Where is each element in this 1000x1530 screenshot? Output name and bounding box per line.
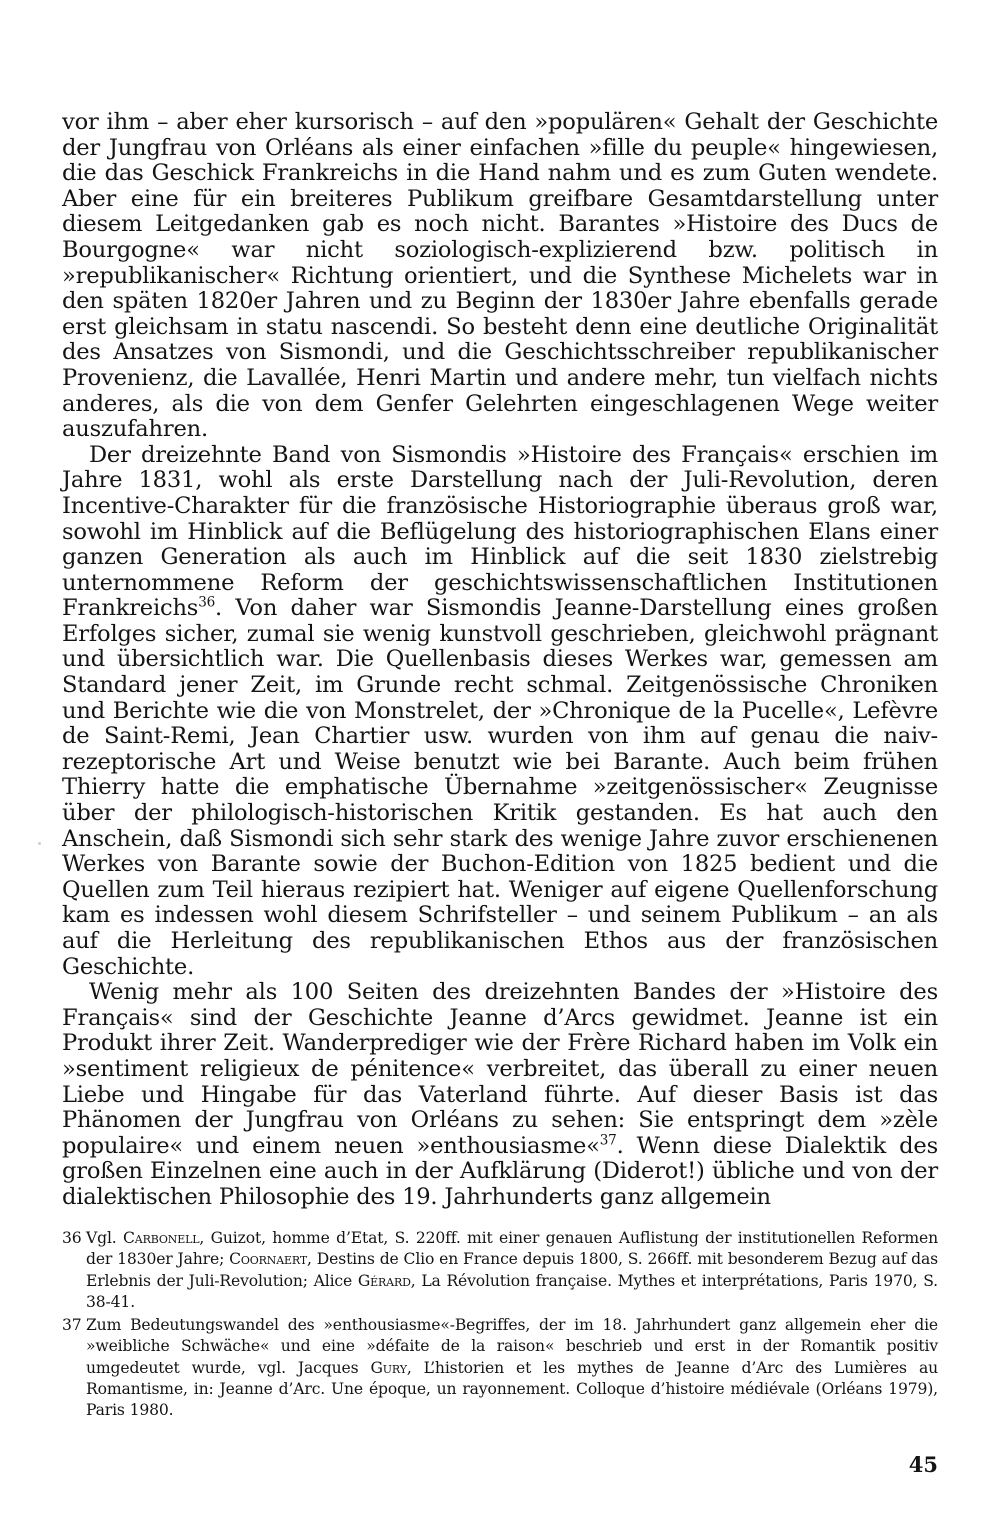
footnote-text: , La Révolution française. Mythes et interprétations, Paris 1970, S. 38-41.: [86, 1271, 938, 1311]
footnote-37: [62, 1315, 938, 1421]
footnote-ref-36[interactable]: 36: [198, 594, 216, 611]
paragraph-3: [62, 980, 938, 1210]
footnote-text: , Guizot, homme d’Etat, S. 220ff. mit einer genauen Auflistung der institutionellen Reformen der 1830er Jahre;: [86, 1229, 938, 1269]
footnote-text: Zum Bedeutungswandel des »enthousiasme«-Begriffes, der im 18. Jahrhundert ganz allgemein eher die »weibliche Schwäche« und eine »défaite de la raison« beschrieb und erst in der Romantik positiv umgedeutet wurde, vgl. Jacques: [86, 1316, 938, 1377]
footnote-number: 37: [62, 1316, 82, 1335]
footnote-text: Vgl.: [86, 1229, 123, 1247]
paragraph-2-text-a: Der dreizehnte Band von Sismondis »Histoire des Français« erschien im Jahre 1831, wohl als erste Darstellung nach der Juli-Revolution, deren Incentive-Charakter für die französische Historiographie überaus groß war, sowohl im Hinblick auf die Beflügelung des historiographischen Elans einer ganzen Generation als auch im Hinblick auf die seit 1830 zielstrebig unternommene Reform der geschichtswissenschaftlichen Institutionen Frankreichs: [62, 441, 938, 622]
author-name: Gury: [370, 1358, 407, 1377]
paragraph-1: [62, 110, 938, 443]
paragraph-3-text-b: . Wenn diese Dialektik des großen Einzelnen eine auch in der Aufklärung (Diderot!) übliche und von der dialektischen Philosophie des 19. Jahrhunderts ganz allgemein: [62, 1132, 938, 1210]
paragraph-2-text-b: . Von daher war Sismondis Jeanne-Darstellung eines großen Erfolges sicher, zumal sie wenig kunstvoll geschrieben, gleichwohl prägnant und übersichtlich war. Die Quellenbasis dieses Werkes war, gemessen am Standard jener Zeit, im Grunde recht schmal. Zeitgenössische Chroniken und Berichte wie die von Monstrelet, der »Chronique de la Pucelle«, Lefèvre de Saint-Remi, Jean Chartier usw. wurden von ihm auf genau die naiv-rezeptorische Art und Weise benutzt wie bei Barante. Auch beim frühen Thierry hatte die emphatische Übernahme »zeitgenössischer« Zeugnisse über der philologisch-historischen Kritik gestanden. Es hat auch den Anschein, daß Sismondi sich sehr stark des wenige Jahre zuvor erschienenen Werkes von Barante sowie der Buchon-Edition von 1825 bedient und die Quellen zum Teil hieraus rezipiert hat. Weniger auf eigene Quellenforschung kam es indessen wohl diesem Schrifsteller – und seinem Publikum – an als auf die Herleitung des republikanischen Ethos aus der französischen Geschichte.: [62, 595, 938, 980]
author-name: Coornaert: [229, 1250, 308, 1269]
paragraph-1-text: vor ihm – aber eher kursorisch – auf den »populären« Gehalt der Geschichte der Jungfrau von Orléans als einer einfachen »fille du peuple« hingewiesen, die das Geschick Frankreichs in die Hand nahm und es zum Guten wendete. Aber eine für ein breiteres Publikum greifbare Gesamtdarstellung unter diesem Leitgedanken gab es noch nicht. Barantes »Histoire des Ducs de Bourgogne« war nicht soziologisch-explizierend bzw. politisch in »republikanischer« Richtung orientiert, und die Synthese Michelets war in den späten 1820er Jahren und zu Beginn der 1830er Jahre ebenfalls gerade erst gleichsam in statu nascendi. So besteht denn eine deutliche Originalität des Ansatzes von Sismondi, und die Geschichtsschreiber republikanischer Provenienz, die Lavallée, Henri Martin und andere mehr, tun vielfach nichts anderes, als die von dem Genfer Gelehrten eingeschlagenen Wege weiter auszufahren.: [62, 109, 938, 443]
paragraph-2: [62, 443, 938, 980]
paragraph-3-text-a: Wenig mehr als 100 Seiten des dreizehnten Bandes der »Histoire des Français« sind der Geschichte Jeanne d’Arcs gewidmet. Jeanne ist ein Produkt ihrer Zeit. Wanderprediger wie der Frère Richard haben im Volk ein »sentiment religieux de pénitence« verbreitet, das überall zu einer neuen Liebe und Hingabe für das Vaterland führte. Auf dieser Basis ist das Phänomen der Jungfrau von Orléans zu sehen: Sie entspringt dem »zèle populaire« und einem neuen »enthousiasme«: [62, 979, 938, 1159]
scan-speck: [38, 842, 41, 845]
footnote-text: , L’historien et les mythes de Jeanne d’Arc des Lumières au Romantisme, in: Jeanne d’Arc. Une époque, un rayonnement. Colloque d’histoire médiévale (Orléans 1979), Paris 1980.: [86, 1358, 938, 1420]
page-number: 45: [908, 1452, 938, 1477]
footnotes: [62, 1228, 938, 1424]
footnote-36: [62, 1228, 938, 1313]
footnote-ref-37[interactable]: 37: [599, 1132, 617, 1149]
footnote-text: , Destins de Clio en France depuis 1800, S. 266ff. mit besonderem Bezug auf das Erlebnis der Juli-Revolution; Alice: [86, 1250, 939, 1290]
footnote-number: 36: [62, 1229, 82, 1247]
author-name: Carbonell: [123, 1229, 200, 1247]
author-name: Gérard: [357, 1271, 411, 1290]
main-text: [62, 110, 938, 1211]
